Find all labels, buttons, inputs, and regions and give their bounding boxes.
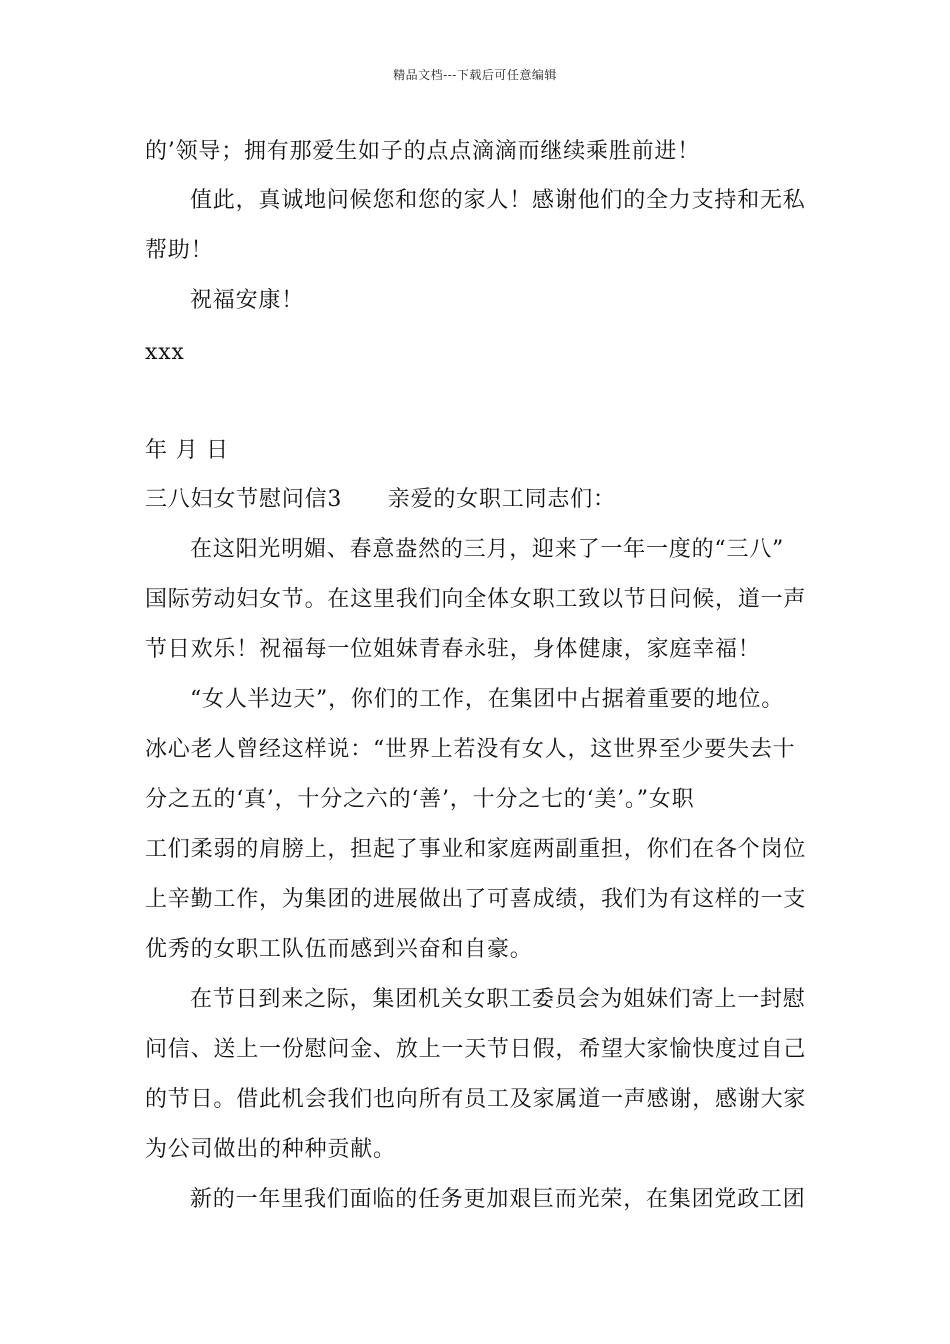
text-line: 优秀的女职工队伍而感到兴奋和自豪。 [145, 937, 533, 962]
text-line: 值此，真诚地问候您和您的家人！感谢他们的全力支持和无私 [190, 188, 806, 213]
text-line: 新的一年里我们面临的任务更加艰巨而光荣，在集团党政工团 [190, 1187, 806, 1212]
text-line: 冰心老人曾经这样说：“世界上若没有女人，这世界至少要失去十 [145, 737, 796, 762]
text-line: 的’领导；拥有那爱生如子的点点滴滴而继续乘胜前进！ [145, 139, 700, 164]
letter-title: 三八妇女节慰问信3 亲爱的女职工同志们： [145, 487, 616, 512]
text-line: 祝福安康！ [190, 288, 305, 313]
text-line: 国际劳动妇女节。在这里我们向全体女职工致以节日问候，道一声 [145, 587, 807, 612]
text-line: 分之五的‘真’，十分之六的‘善’，十分之七的‘美’。”女职 [145, 787, 695, 812]
signature: xxx [145, 340, 185, 365]
text-line: 问信、送上一份慰问金、放上一天节日假，希望大家愉快度过自己 [145, 1037, 807, 1062]
text-line: 在节日到来之际，集团机关女职工委员会为姐妹们寄上一封慰 [190, 987, 806, 1012]
date-line: 年 月 日 [145, 438, 229, 463]
text-line: 为公司做出的种种贡献。 [145, 1137, 396, 1162]
page-header: 精品文档---下载后可任意编辑 [393, 68, 557, 82]
text-line: 帮助！ [145, 238, 214, 263]
text-line: 的节日。借此机会我们也向所有员工及家属道一声感谢，感谢大家 [145, 1087, 807, 1112]
text-line: “女人半边天”，你们的工作，在集团中占据着重要的地位。 [190, 687, 785, 712]
text-line: 节日欢乐！祝福每一位姐妹青春永驻，身体健康，家庭幸福！ [145, 637, 761, 662]
text-line: 上辛勤工作，为集团的进展做出了可喜成绩，我们为有这样的一支 [145, 887, 807, 912]
text-line: 在这阳光明媚、春意盎然的三月，迎来了一年一度的“三八” [190, 537, 785, 562]
text-line: 工们柔弱的肩膀上，担起了事业和家庭两副重担，你们在各个岗位 [145, 837, 807, 862]
